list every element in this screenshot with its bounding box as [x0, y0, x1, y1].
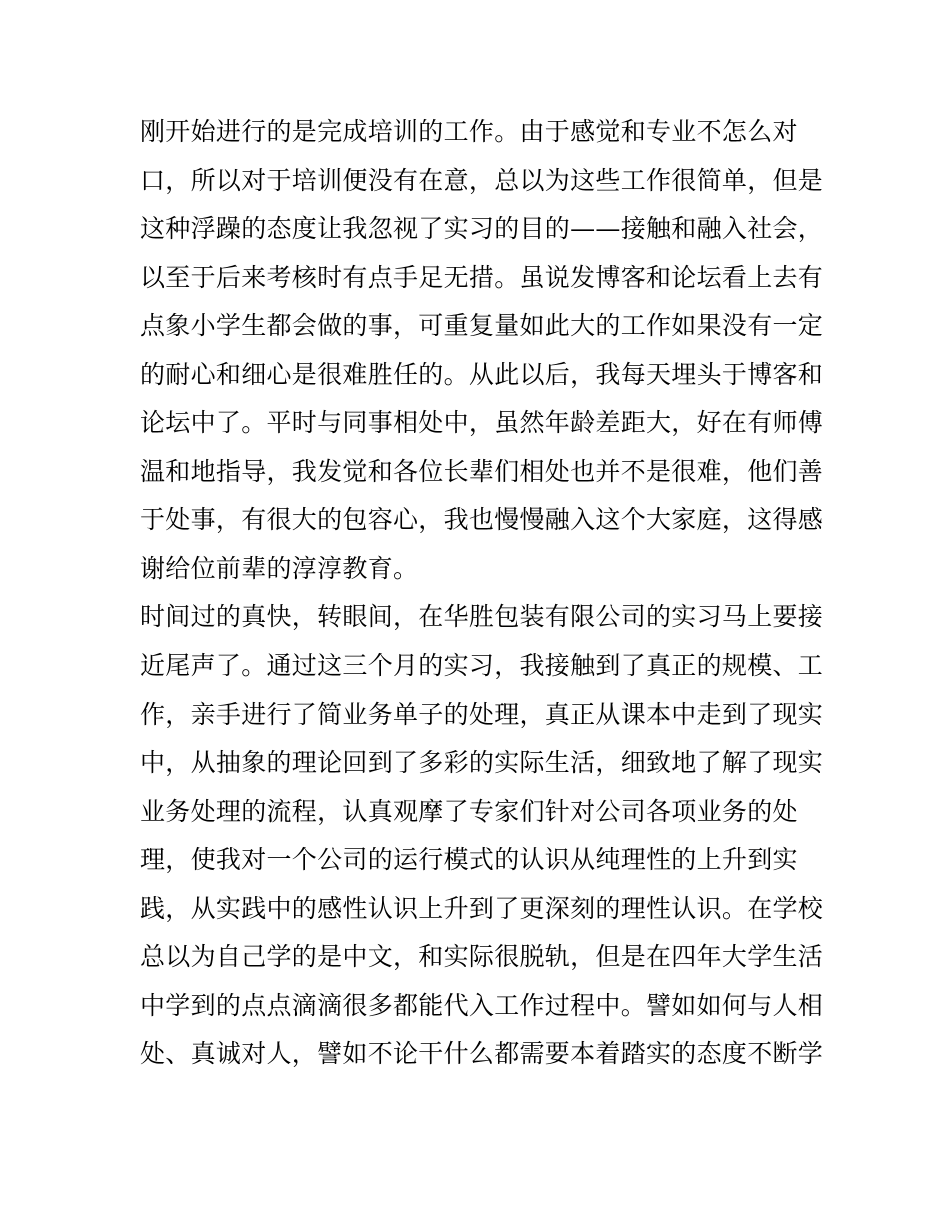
text-line: 口，所以对于培训便没有在意，总以为这些工作很简单，但是	[140, 165, 824, 195]
text-line: 以至于后来考核时有点手足无措。虽说发博客和论坛看上去有	[140, 262, 824, 292]
text-line: 刚开始进行的是完成培训的工作。由于感觉和专业不怎么对	[140, 117, 798, 146]
text-line: 中学到的点点滴滴很多都能代入工作过程中。譬如如何与人相	[140, 990, 824, 1020]
text-line: 近尾声了。通过这三个月的实习，我接触到了真正的规模、工	[140, 651, 824, 681]
text-line: 温和地指导，我发觉和各位长辈们相处也并不是很难，他们善	[140, 456, 824, 486]
text-line: 处、真诚对人，譬如不论干什么都需要本着踏实的态度不断学	[140, 1039, 824, 1069]
text-line: 点象小学生都会做的事，可重复量如此大的工作如果没有一定	[140, 311, 824, 341]
text-line: 于处事，有很大的包容心，我也慢慢融入这个大家庭，这得感	[140, 505, 824, 535]
text-line: 中，从抽象的理论回到了多彩的实际生活，细致地了解了现实	[140, 748, 824, 778]
text-line: 业务处理的流程，认真观摩了专家们针对公司各项业务的处	[140, 796, 798, 826]
text-line: 理，使我对一个公司的运行模式的认识从纯理性的上升到实	[140, 845, 798, 875]
text-line: 践，从实践中的感性认识上升到了更深刻的理性认识。在学校	[140, 893, 824, 923]
text-line: 谢给位前辈的淳淳教育。	[140, 553, 419, 583]
body-text	[140, 108, 824, 1079]
text-line: 论坛中了。平时与同事相处中，虽然年龄差距大，好在有师傅	[140, 408, 824, 438]
text-line: 时间过的真快，转眼间，在华胜包装有限公司的实习马上要接	[140, 602, 824, 632]
text-line: 作，亲手进行了简业务单子的处理，真正从课本中走到了现实	[140, 699, 824, 729]
text-line: 总以为自己学的是中文，和实际很脱轨，但是在四年大学生活	[140, 942, 824, 972]
text-line: 的耐心和细心是很难胜任的。从此以后，我每天埋头于博客和	[140, 359, 824, 389]
text-line: 这种浮躁的态度让我忽视了实习的目的——接触和融入社会，	[140, 214, 824, 244]
